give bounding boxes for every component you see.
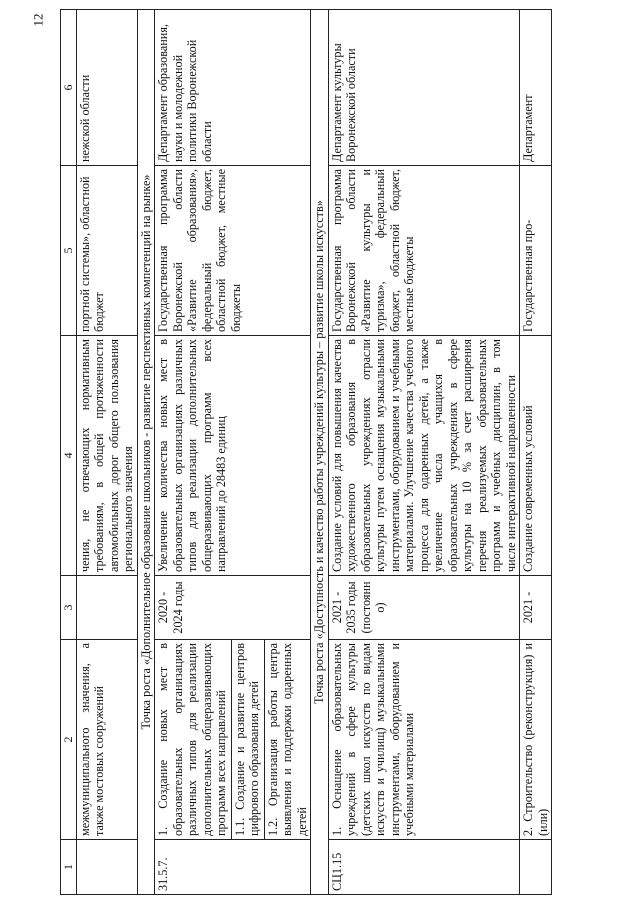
- col-header-6: 6: [61, 10, 77, 166]
- cell-period: 2021 - 2035 годы (постоянно): [328, 576, 520, 640]
- section-title: Точка роста «Доступность и качество работы учреждений культуры – развитие школы искусств»: [311, 10, 329, 895]
- table-row-3157: [155, 10, 311, 895]
- cell-responsible: Департамент: [520, 10, 552, 166]
- measure-sub-1: 1.1. Создание и развитие центров цифрового образования детей: [231, 640, 262, 839]
- cell-number: СЦ1.15: [328, 840, 520, 895]
- col-header-2: 2: [61, 640, 77, 840]
- cell-source: Государственная про-: [520, 166, 552, 336]
- col-header-5: 5: [61, 166, 77, 336]
- section-title: Точка роста «Дополнительное образование школьников - развитие перспективных компетенций на рынке»: [137, 10, 155, 895]
- cell-number: 31.5.7.: [155, 840, 311, 895]
- cell-measure: межмуниципального значения, а также мостовых сооружений: [76, 640, 137, 840]
- page-number: 12: [30, 13, 45, 27]
- section-row-1: [137, 10, 155, 895]
- cell-result: Увеличение количества новых мест в образовательных организациях различных типов для реализации дополнительных общеразвивающих программ всех направлений до 28483 единиц: [155, 336, 311, 576]
- cell-period: 2021 -: [520, 576, 552, 640]
- cell-measure: 2. Строительство (реконструкция) и (или): [520, 640, 552, 840]
- table-row-continued: [76, 10, 137, 895]
- rotated-table-stage: [52, 0, 640, 891]
- cell-period: 2020 - 2024 годы: [155, 576, 311, 640]
- cell-measure: [155, 640, 311, 840]
- cell-responsible: Департамент образования, науки и молодежной политики Воронежской области: [155, 10, 311, 166]
- cell-result: Создание современных условий: [520, 336, 552, 576]
- table-row-sc115: [328, 10, 520, 895]
- cell-number: [76, 840, 137, 895]
- col-header-4: 4: [61, 336, 77, 576]
- measure-main: 1. Создание новых мест в образовательных организациях различных типов для реализации дополнительных общеразвивающих программ всех направлений: [156, 643, 228, 836]
- cell-source: Государственная программа Воронежской области «Развитие образования», федеральный бюджет, областной бюджет, местные бюджеты: [155, 166, 311, 336]
- measure-sub-2: 1.2. Организация работы центра выявления и поддержки одаренных детей: [264, 640, 310, 839]
- section-row-2: [311, 10, 329, 895]
- header-row: [61, 10, 77, 895]
- cell-source: портной системы», областной бюджет: [76, 166, 137, 336]
- cell-measure: 1. Оснащение образовательных учреждений в сфере культуры (детских школ искусств по видам искусств и училищ) музыкальными инструментами, оборудованием и учебными материалами: [328, 640, 520, 840]
- col-header-3: 3: [61, 576, 77, 640]
- measures-table: [60, 9, 552, 895]
- table-row-last: [520, 10, 552, 895]
- cell-responsible: Департамент культуры Воронежской области: [328, 10, 520, 166]
- rotated-content: [52, 0, 640, 905]
- cell-source: Государственная программа Воронежской области «Развитие культуры и туризма», федеральный бюджет, областной бюджет, местные бюджеты: [328, 166, 520, 336]
- cell-result: Создание условий для повышения качества художественного образования в образовательных учреждениях отрасли культуры путем оснащения музыкальными инструментами, оборудованием и учебными материалами. Улучшение качества учебного процесса для одаренных детей, а также увеличение числа учащихся в образовательных учреждениях в сфере культуры на 10 % за счет расширения перечня реализуемых образовательных программ и учебных дисциплин, в том числе интерактивной направленности: [328, 336, 520, 576]
- cell-number: [520, 840, 552, 895]
- cell-result: чения, не отвечающих нормативным требованиям, в общей протяженности автомобильных дорог общего пользования регионального значения: [76, 336, 137, 576]
- cell-period: [76, 576, 137, 640]
- cell-responsible: нежской области: [76, 10, 137, 166]
- col-header-1: 1: [61, 840, 77, 895]
